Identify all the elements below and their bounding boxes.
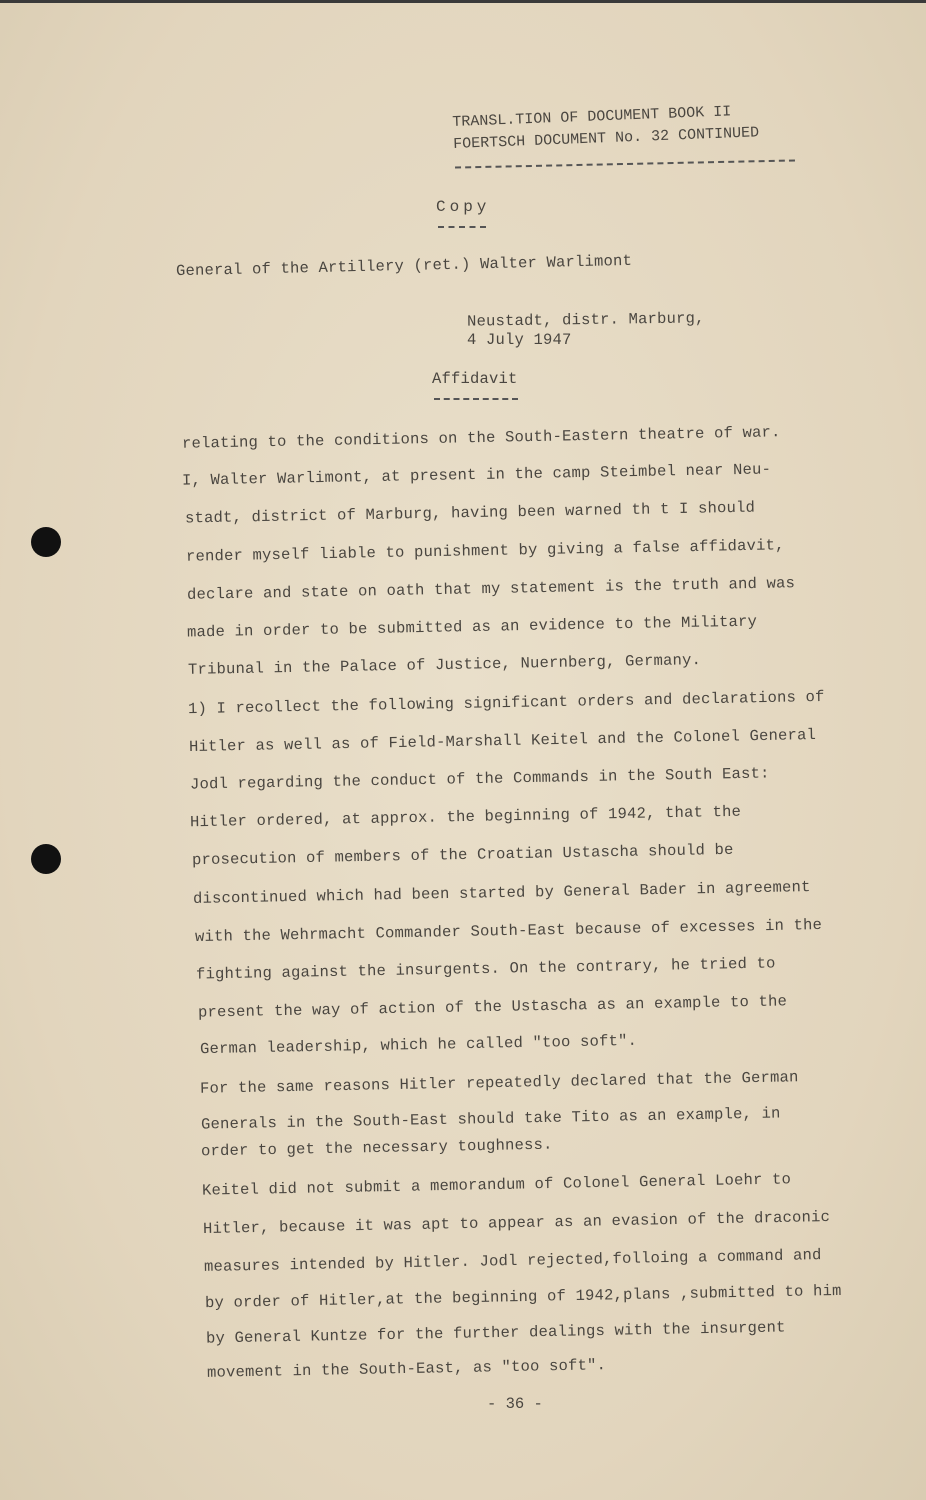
copy-title: Copy <box>436 198 491 216</box>
body-line: fighting against the insurgents. On the contrary, he tried to <box>195 954 776 984</box>
body-line: measures intended by Hitler. Jodl rejected,folloing a command and <box>203 1246 822 1276</box>
copy-underline <box>438 226 486 228</box>
body-line: Hitler, because it was apt to appear as an evasion of the draconic <box>202 1207 831 1239</box>
body-line: with the Wehrmacht Commander South-East because of excesses in the <box>194 915 823 947</box>
header-divider <box>455 159 795 168</box>
document-header <box>452 100 760 156</box>
body-line: relating to the conditions on the South-Eastern theatre of war. <box>181 423 781 453</box>
body-line: I, Walter Warlimont, at present in the camp Steimbel near Neu- <box>181 460 772 490</box>
scan-edge <box>0 0 926 3</box>
punch-hole-top <box>31 527 61 557</box>
body-line: 1) I recollect the following significant orders and declarations of <box>187 687 825 719</box>
author-line: General of the Artillery (ret.) Walter Warlimont <box>175 251 633 281</box>
body-line: render myself liable to punishment by giving a false affidavit, <box>185 536 785 566</box>
punch-hole-bottom <box>31 844 61 874</box>
body-line: declare and state on oath that my statement is the truth and was <box>186 574 796 604</box>
body-line: present the way of action of the Ustascha as an example to the <box>197 992 788 1022</box>
body-line: prosecution of members of the Croatian Ustascha should be <box>191 840 734 870</box>
body-line: German leadership, which he called "too soft". <box>199 1031 638 1059</box>
document-title: Affidavit <box>432 370 518 388</box>
body-line: stadt, district of Marburg, having been warned th t I should <box>184 498 756 528</box>
body-line: by order of Hitler,at the beginning of 1942,plans ,submitted to him <box>204 1281 842 1313</box>
header-line-1: TRANSL.TION OF DOCUMENT BOOK II <box>452 103 732 131</box>
header-line-2: FOERTSCH DOCUMENT No. 32 CONTINUED <box>452 124 760 153</box>
title-underline <box>434 398 518 400</box>
body-line: Generals in the South-East should take Tito as an example, in <box>200 1104 781 1134</box>
body-line: by General Kuntze for the further dealings with the insurgent <box>205 1318 786 1348</box>
place-line: Neustadt, distr. Marburg, <box>466 309 705 331</box>
body-line: Jodl regarding the conduct of the Commands in the South East: <box>189 764 770 794</box>
body-line: Hitler ordered, at approx. the beginning of 1942, that the <box>189 802 742 832</box>
body-line: For the same reasons Hitler repeatedly declared that the German <box>199 1068 799 1098</box>
body-line: Tribunal in the Palace of Justice, Nuernberg, Germany. <box>187 651 702 679</box>
body-line: discontinued which had been started by General Bader in agreement <box>192 878 811 908</box>
body-line: order to get the necessary toughness. <box>200 1135 553 1161</box>
body-line: movement in the South-East, as "too soft". <box>206 1356 607 1382</box>
body-line: Keitel did not submit a memorandum of Colonel General Loehr to <box>201 1170 792 1200</box>
body-line: Hitler as well as of Field-Marshall Keitel and the Colonel General <box>188 725 817 757</box>
date-line: 4 July 1947 <box>467 331 572 349</box>
page-number: - 36 - <box>487 1395 543 1413</box>
body-line: made in order to be submitted as an evidence to the Military <box>186 612 758 642</box>
